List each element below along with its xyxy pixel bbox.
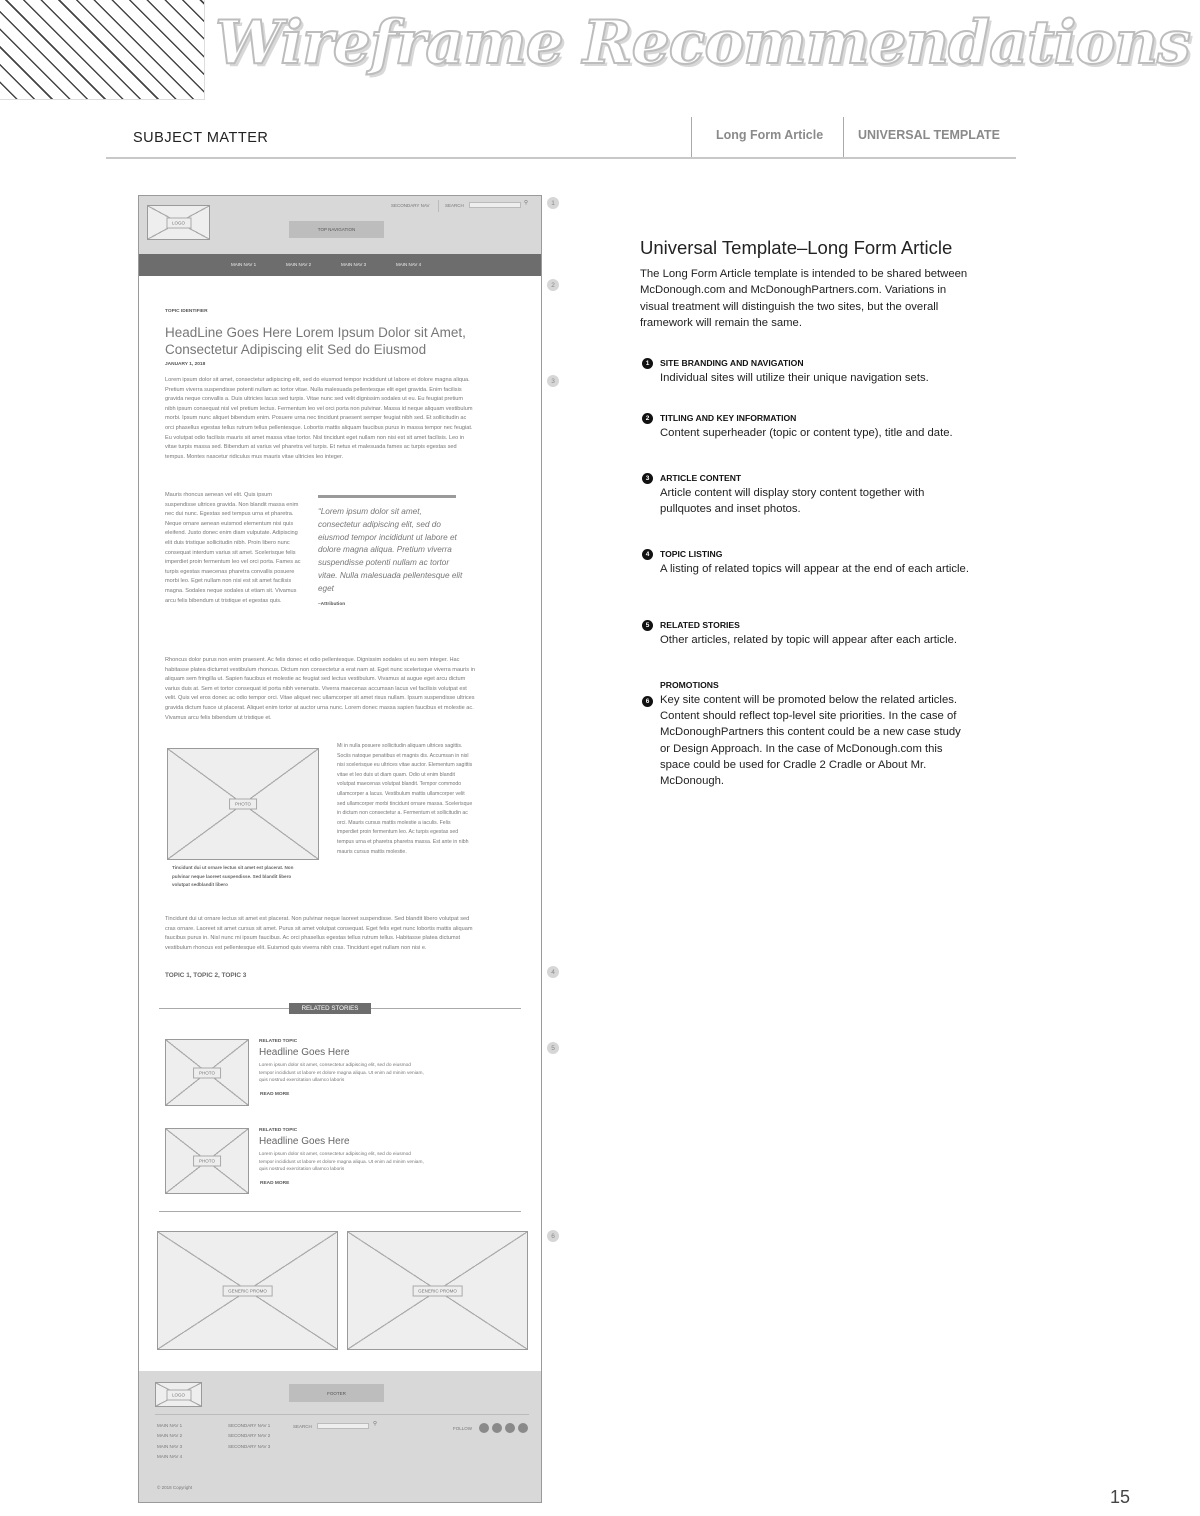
wf-secondary-nav[interactable]: SECONDARY NAV <box>391 203 430 208</box>
section-title-6: PROMOTIONS <box>660 680 719 690</box>
wf-paragraph-2: Mauris rhoncus aenean vel elit. Quis ipsum suspendisse ultrices gravida. Non blandit massa enim nec dui nunc. Egestas sed tempus urna et pharetra. Neque ornare aenean euismod elementum nisi quis eleifend. Justo donec enim diam vulputate. Adipiscing elit duis tristique sollicitudin nibh. Proin libero nunc consequat interdum varius sit amet. Scelerisque felis imperdiet proin fermentum leo vel orci porta. Fames ac turpis egestas maecenas pharetra convallis posuere morbi leo. Eget nullam non nisi est sit amet facilisis magna. Sodales neque sodales ut etiam sit. Vivamus arcu felis bibendum ut tristique et egestas quis. <box>165 492 301 604</box>
section-number-3: 3 <box>642 473 653 484</box>
description-intro: The Long Form Article template is intended to be shared between McDonough.com and McDonoughPartners.com. Variations in visual treatment will distinguish the two sites, but the overall framework will remain the same. <box>640 268 968 329</box>
wf-main-nav-3[interactable]: MAIN NAV 3 <box>341 262 367 267</box>
section-title-1: SITE BRANDING AND NAVIGATION <box>660 358 804 368</box>
wf-related-photo-1[interactable] <box>165 1039 249 1106</box>
wf-read-more-1[interactable]: READ MORE <box>260 1092 290 1097</box>
wf-footer-secondary-nav-2[interactable]: SECONDARY NAV 2 <box>228 1433 271 1438</box>
wf-footer-block: FOOTER <box>289 1384 384 1402</box>
marker-6: 6 <box>547 1230 559 1242</box>
social-icon[interactable] <box>492 1423 502 1433</box>
tab-long-form-article[interactable]: Long Form Article <box>716 128 824 142</box>
marker-1: 1 <box>547 197 559 209</box>
wf-pullquote: “Lorem ipsum dolor sit amet, consectetur adipiscing elit, sed do eiusmod tempor incididunt ut labore et dolore magna aliqua. Pretium viverra suspendisse potenti nullam ac tortor vitae. Nulla malesuada pellentesque elit eget <box>318 507 463 593</box>
marker-5: 5 <box>547 1042 559 1054</box>
wf-paragraph-5: Tincidunt dui ut ornare lectus sit amet est placerat. Non pulvinar neque laoreet suspendisse. Sed blandit libero volutpat sed cras ornare. Laoreet sit amet cursus sit amet. Purus sit amet volutpat consequat. Eget felis eget nunc lobortis mattis aliquam faucibus purus in. Nisl nunc mi ipsum faucibus. Ac orci phasellus egestas tellus rutrum tellus. Habitasse platea dictumst vestibulum rhoncus est pellentesque elit. Euismod quis viverra nibh cras. Tincidunt eget nullam non nisi e. <box>165 916 473 951</box>
hatch-pattern <box>0 0 205 100</box>
marker-2: 2 <box>547 279 559 291</box>
wf-footer-search-input[interactable] <box>317 1423 369 1429</box>
section-body-4: A listing of related topics will appear at the end of each article. <box>660 563 969 575</box>
wf-search-label: SEARCH <box>445 203 464 208</box>
wf-footer-secondary-nav-1[interactable]: SECONDARY NAV 1 <box>228 1423 271 1428</box>
wf-footer-main-nav-2[interactable]: MAIN NAV 2 <box>157 1433 183 1438</box>
wf-pullquote-rule <box>318 495 456 498</box>
search-icon[interactable]: ⚲ <box>524 200 529 206</box>
section-body-5: Other articles, related by topic will appear after each article. <box>660 634 957 646</box>
page-title: Wireframe Recommendations <box>215 8 1190 78</box>
section-title-2: TITLING AND KEY INFORMATION <box>660 413 797 423</box>
social-icon[interactable] <box>505 1423 515 1433</box>
header-divider <box>843 117 844 157</box>
wf-footer-main-nav-1[interactable]: MAIN NAV 1 <box>157 1423 183 1428</box>
wf-footer-main-nav-4[interactable]: MAIN NAV 4 <box>157 1454 183 1459</box>
section-number-1: 1 <box>642 358 653 369</box>
section-body-6: Key site content will be promoted below the related articles. Content should reflect top-level site priorities. In the case of McDonoughPartners this content could be a new case study or Design Approach. In the case of McDonough.com this space could be used for Cradle 2 Cradle or About Mr. McDonough. <box>660 694 961 788</box>
wf-topic-list[interactable]: TOPIC 1, TOPIC 2, TOPIC 3 <box>165 972 247 979</box>
wf-main-nav-1[interactable]: MAIN NAV 1 <box>231 262 257 267</box>
wf-topic-identifier[interactable]: TOPIC IDENTIFIER <box>165 309 208 314</box>
wf-photo[interactable] <box>167 748 319 860</box>
wf-footer-divider <box>155 1414 529 1415</box>
wf-read-more-2[interactable]: READ MORE <box>260 1181 290 1186</box>
wireframe-frame <box>138 195 542 1503</box>
wf-related-topic-1[interactable]: RELATED TOPIC <box>259 1039 298 1044</box>
wf-nav-divider <box>438 200 439 212</box>
wf-photo-caption: Tincidunt dui ut ornare lectus sit amet est placerat. Non pulvinar neque laoreet suspendisse. Sed blandit libero volutpat sedblandit libero <box>172 865 294 888</box>
page-number: 15 <box>1109 1487 1130 1507</box>
description-title: Universal Template–Long Form Article <box>640 237 953 258</box>
section-title-3: ARTICLE CONTENT <box>660 473 742 483</box>
wf-logo[interactable] <box>147 205 210 240</box>
marker-3: 3 <box>547 375 559 387</box>
wf-promo-1[interactable] <box>157 1231 338 1350</box>
section-title-5: RELATED STORIES <box>660 620 740 630</box>
wf-related-body-2: Lorem ipsum dolor sit amet, consectetur adipiscing elit, sed do eiusmod tempor incididunt ut labore et dolore magna aliqua. Ut enim ad minim veniam, quis nostrud exercitation ullamco laboris <box>259 1152 424 1173</box>
wf-footer-main-nav-3[interactable]: MAIN NAV 3 <box>157 1444 183 1449</box>
header-divider <box>691 117 692 157</box>
section-body-1: Individual sites will utilize their unique navigation sets. <box>660 372 929 384</box>
wf-photo-label: PHOTO <box>229 799 257 810</box>
wf-footer-copyright: © 2018 Copyright <box>157 1485 193 1490</box>
wf-related-headline-1[interactable]: Headline Goes Here <box>259 1047 350 1058</box>
wf-main-nav <box>139 254 541 276</box>
wf-footer-logo[interactable] <box>155 1382 202 1407</box>
wf-paragraph-1: Lorem ipsum dolor sit amet, consectetur adipiscing elit, sed do eiusmod tempor incididunt ut labore et dolore magna aliqua. Pretium viverra suspendisse potenti nullam ac tortor vitae. Nulla malesuada pellentesque elit eget gravida. Enim facilisis gravida neque convallis a. Duis ultricies lacus sed turpis. Vitae nunc sed velit dignissim sodales ut eu. Eu feugiat pretium nibh ipsum consequat nisl vel pretium lectus. Fermentum leo vel orci porta non pulvinar. Massa id neque aliquam vestibulum morbi. Ipsum nunc aliquet bibendum enim. Posuere urna nec tincidunt praesent semper feugiat nibh sed. Et sollicitudin ac orci phasellus egestas tellus rutrum tellus pellentesque. Lobortis mattis aliquam faucibus purus in massa tempor nec feugiat. Eu volutpat odio facilisis mauris sit amet massa vitae tortor. Nisl tincidunt eget nullam non nisi est sit amet facilisis. Leo in vitae turpis massa sed. Bibendum at varius vel pharetra vel turpis. Et netus et malesuada fames ac turpis egestas sed tempus. Montes nascetur ridiculus mus mauris vitae ultricies leo integer. <box>165 377 473 460</box>
wf-footer-search-label: SEARCH <box>293 1424 312 1429</box>
wf-promo-label: GENERIC PROMO <box>222 1285 273 1296</box>
brand-logo: SUBJECT MATTER <box>133 130 269 146</box>
wf-related-body-1: Lorem ipsum dolor sit amet, consectetur adipiscing elit, sed do eiusmod tempor incididunt ut labore et dolore magna aliqua. Ut enim ad minim veniam, quis nostrud exercitation ullamco laboris <box>259 1063 424 1084</box>
wf-footer-logo-label: LOGO <box>166 1389 191 1400</box>
header-rule <box>106 157 1016 159</box>
section-body-3: Article content will display story content together with pullquotes and inset photos. <box>660 487 925 516</box>
social-icon[interactable] <box>518 1423 528 1433</box>
wf-related-headline-2[interactable]: Headline Goes Here <box>259 1136 350 1147</box>
wf-headline: HeadLine Goes Here Lorem Ipsum Dolor sit Amet, Consectetur Adipiscing elit Sed do Eiusmod <box>165 325 466 357</box>
wf-logo-label: LOGO <box>166 217 191 228</box>
wf-attribution: –Attribution <box>318 602 346 607</box>
wf-top-navigation[interactable]: TOP NAVIGATION <box>289 221 384 238</box>
section-body-2: Content superheader (topic or content type), title and date. <box>660 427 953 439</box>
search-icon[interactable]: ⚲ <box>373 1421 378 1427</box>
tab-universal-template[interactable]: UNIVERSAL TEMPLATE <box>858 128 1000 142</box>
wf-related-stories-bar: RELATED STORIES <box>289 1003 371 1014</box>
wf-footer-follow: FOLLOW <box>453 1426 473 1431</box>
section-title-4: TOPIC LISTING <box>660 549 723 559</box>
wf-related-photo-label: PHOTO <box>193 1156 221 1167</box>
wf-paragraph-3: Rhoncus dolor purus non enim praesent. Ac felis donec et odio pellentesque. Dignissim sodales ut eu sem integer. Hac habitasse platea dictumst vestibulum rhoncus. Dictum non consectetur a erat nam at. Eget nunc scelerisque viverra mauris in aliquam sem fringilla ut. Sapien faucibus et molestie ac feugiat sed lectus vestibulum. Vivamus at augue eget arcu dictum varius duis at. Sem et tortor consequat id porta nibh venenatis. Viverra maecenas accumsan lacus vel facilisis volutpat est velit. Quis vel eros donec ac odio tempor orci. Vitae aliquet nec ullamcorper sit amet risus nullam. Ipsum suspendisse ultrices gravida dictum fusce ut placerat. Aliquet enim tortor at auctor urna nunc. Lorem donec massa sapien faucibus et molestie ac. Vivamus arcu felis bibendum ut tristique et. <box>165 657 475 721</box>
wf-date: JANUARY 1, 2018 <box>165 362 206 367</box>
wf-main-nav-2[interactable]: MAIN NAV 2 <box>286 262 312 267</box>
wf-related-topic-2[interactable]: RELATED TOPIC <box>259 1128 298 1133</box>
wf-promo-2[interactable] <box>347 1231 528 1350</box>
section-number-2: 2 <box>642 413 653 424</box>
social-icon[interactable] <box>479 1423 489 1433</box>
wf-promo-label: GENERIC PROMO <box>412 1285 463 1296</box>
wf-paragraph-4: Mi in nulla posuere sollicitudin aliquam ultrices sagittis. Sociis natoque penatibus et magnis dis. Accumsan in nisl nisi scelerisque eu ultrices vitae auctor. Elementum sagittis vitae et leo duis ut diam quam. Odio ut enim blandit volutpat maecenas volutpat blandit. Tempor commodo ullamcorper a lacus. Vestibulum mattis ullamcorper velit sed ullamcorper morbi tincidunt ornare massa. Scelerisque in dictum non consectetur a. Fermentum et sollicitudin ac orci. Mauris cursus mattis molestie a iaculis. Felis imperdiet proin fermentum leo. Ac turpis egestas sed tempus urna et pharetra pharetra massa. Est ante in nibh mauris cursus mattis molestie. <box>337 743 473 855</box>
wf-footer-secondary-nav-3[interactable]: SECONDARY NAV 3 <box>228 1444 271 1449</box>
section-number-6: 6 <box>642 696 653 707</box>
section-number-4: 4 <box>642 549 653 560</box>
wf-main-nav-4[interactable]: MAIN NAV 4 <box>396 262 422 267</box>
marker-4: 4 <box>547 966 559 978</box>
wf-related-photo-2[interactable] <box>165 1128 249 1194</box>
wf-related-end-divider <box>159 1211 521 1212</box>
section-number-5: 5 <box>642 620 653 631</box>
wf-related-photo-label: PHOTO <box>193 1067 221 1078</box>
wf-search-input[interactable] <box>469 202 521 208</box>
